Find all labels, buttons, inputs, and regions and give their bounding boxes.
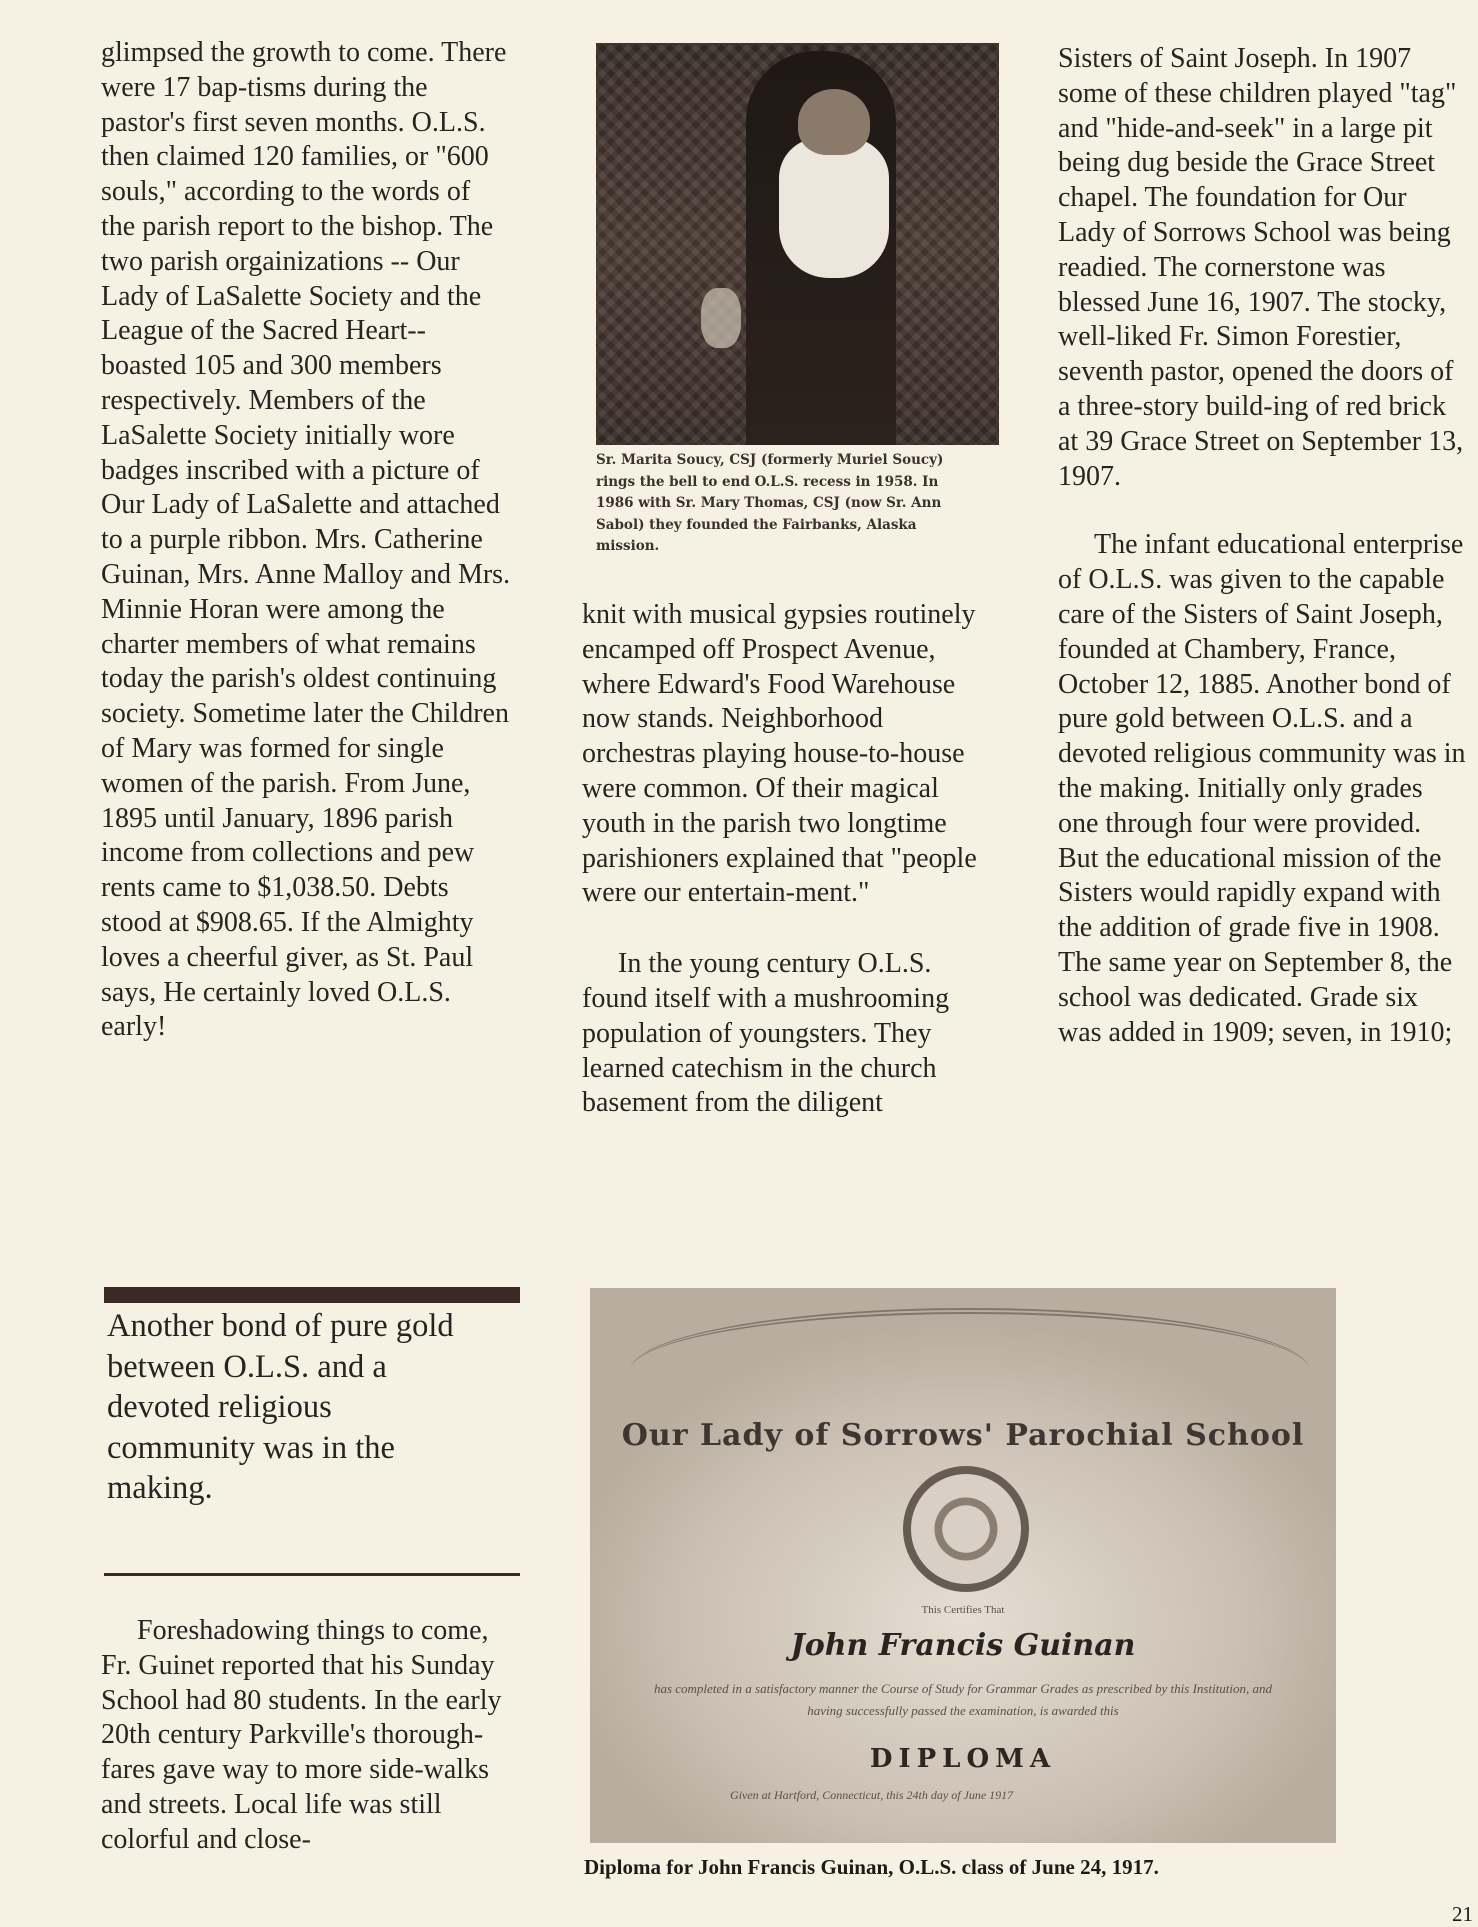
page-number: 21 — [1452, 1902, 1473, 1926]
photo-face-shape — [798, 89, 870, 155]
diploma-school-name: Our Lady of Sorrows' Parochial School — [621, 1418, 1305, 1453]
col2-paragraph-1: knit with musical gypsies routinely encamped off Prospect Avenue, where Edward's Food Warehouse now stands. Neighborhood orchestras playing house-to-house were common. Of their magical youth in the parish two longtime parishioners explained that "people were our entertain-ment." — [582, 599, 977, 909]
diploma-title: DIPLOMA — [869, 1744, 1057, 1774]
pull-quote-top-rule — [104, 1287, 520, 1303]
col3-paragraph-2: The infant educational enterprise of O.L.S. was given to the capable care of the Sisters of Saint Joseph, founded at Chambery, France, October 12, 1885. Another bond of pure gold between O.L.S. and a devoted religious community was in the making. Initially only grades one through four were provided. But the educational mission of the Sisters would rapidly expand with the addition of grade five in 1908. The same year on September 8, the school was dedicated. Grade six was added in 1909; seven, in 1910; — [1058, 529, 1466, 1048]
col1-paragraph-2: Foreshadowing things to come, Fr. Guinet reported that his Sunday School had 80 students. In the early 20th century Parkville's thorough-fares gave way to more side-walks and streets. Local life was still colorful and close- — [101, 1615, 502, 1855]
pull-quote-bottom-rule — [104, 1573, 520, 1576]
col3-paragraph-1: Sisters of Saint Joseph. In 1907 some of these children played "tag" and "hide-and-seek" in a large pit being dug beside the Grace Street chapel. The foundation for Our Lady of Sorrows School was being readied. The cornerstone was blessed June 16, 1907. The stocky, well-liked Fr. Simon Forestier, seventh pastor, opened the doors of a three-story build-ing of red brick at 39 Grace Street on September 13, 1907. — [1058, 43, 1464, 492]
col1-paragraph-1: glimpsed the growth to come. There were 17 bap-tisms during the pastor's first seven months. O.L.S. then claimed 120 families, or "600 souls," according to the words of the parish report to the bishop. The two parish orgainizations -- Our Lady of LaSalette Society and the League of the Sacred Heart-- boasted 105 and 300 members respectively. Members of the LaSalette Society initially wore badges inscribed with a picture of Our Lady of LaSalette and attached to a purple ribbon. Mrs. Catherine Guinan, Mrs. Anne Malloy and Mrs. Minnie Horan were among the charter members of what remains today the parish's oldest continuing society. Sometime later the Children of Mary was formed for single women of the parish. From June, 1895 until January, 1896 parish income from collections and pew rents came to $1,038.50. Debts stood at $908.65. If the Almighty loves a cheerful giver, as St. Paul says, He certainly loved O.L.S. early! — [101, 37, 511, 1043]
photo-caption: Sr. Marita Soucy, CSJ (formerly Muriel Soucy) rings the bell to end O.L.S. recess in 1958. In 1986 with Sr. Mary Thomas, CSJ (now Sr. Ann Sabol) they founded the Fairbanks, Alaska mission. — [596, 452, 944, 554]
nun-ringing-bell-photo — [596, 43, 999, 445]
column-3 — [1058, 42, 1468, 1050]
diploma-certify-line: This Certifies That — [921, 1604, 1005, 1616]
photo-wimple-shape — [779, 138, 889, 278]
diploma-scroll-banner — [630, 1308, 1310, 1434]
wreath-emblem-icon — [903, 1466, 1029, 1592]
photo-hand-bell-shape — [701, 288, 741, 348]
diploma-recipient-name: John Francis Guinan — [790, 1628, 1136, 1663]
diploma-body-text: has completed in a satisfactory manner the Course of Study for Grammar Grades as prescribed by this Institution, and having successfully passed the examination, is awarded this — [653, 1681, 1273, 1718]
col1-lower — [101, 1614, 511, 1858]
pull-quote: Another bond of pure gold between O.L.S. and a devoted religious community was in the making. — [107, 1308, 454, 1506]
diploma-caption: Diploma for John Francis Guinan, O.L.S. class of June 24, 1917. — [584, 1855, 1159, 1879]
column-2 — [582, 598, 1002, 1121]
diploma-given-line: Given at Hartford, Connecticut, this 24th day of June 1917 — [730, 1788, 1014, 1802]
diploma-image — [590, 1288, 1336, 1843]
col2-paragraph-2: In the young century O.L.S. found itself with a mushrooming population of youngsters. They learned catechism in the church basement from the diligent — [582, 948, 950, 1119]
